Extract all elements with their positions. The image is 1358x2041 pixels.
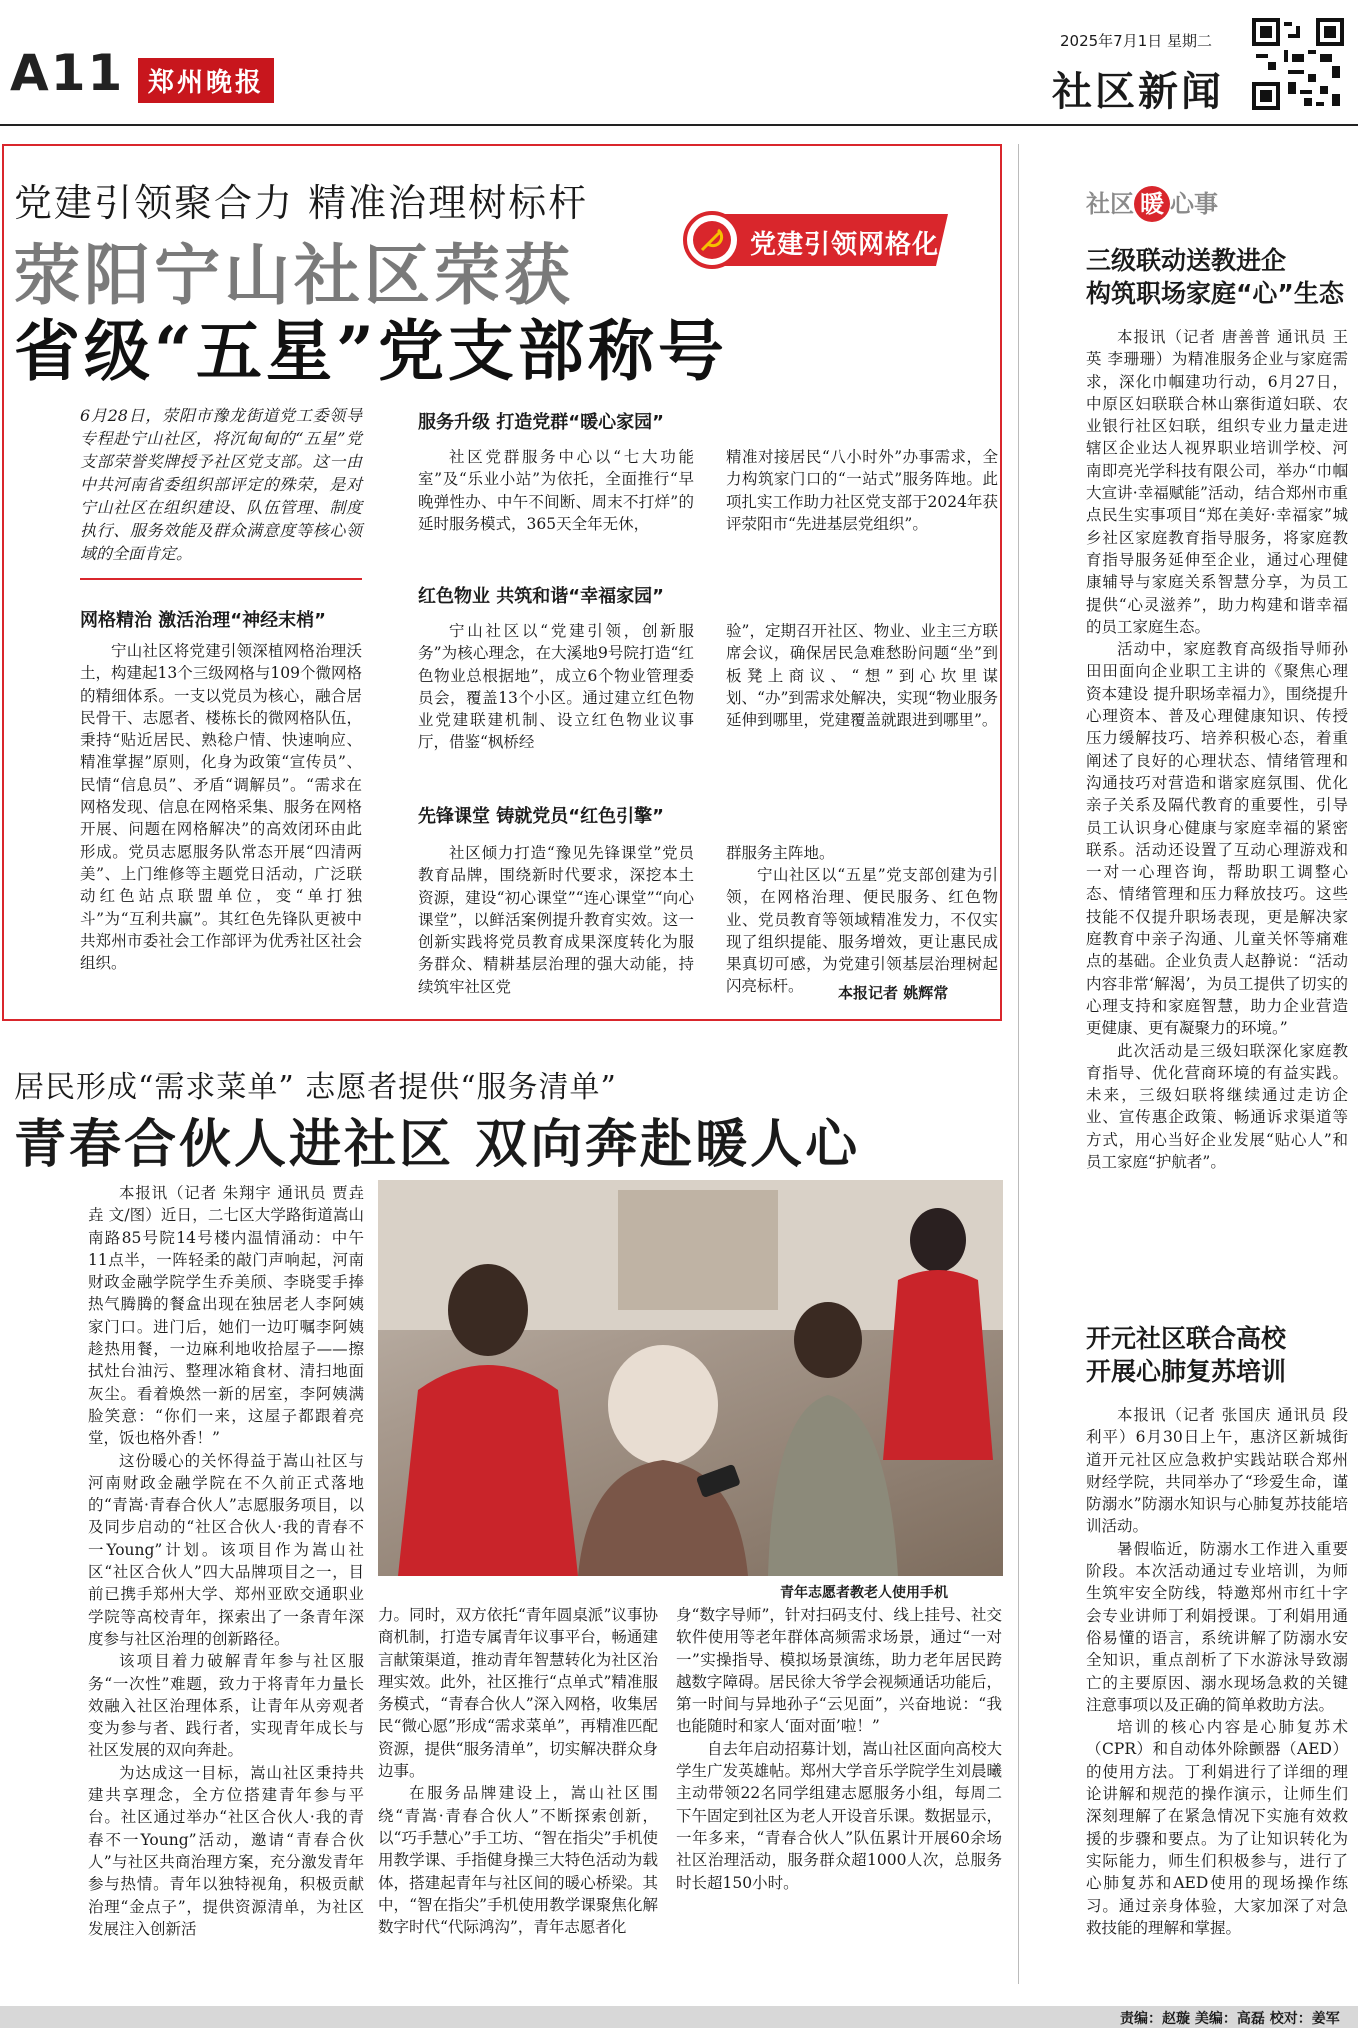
article1-grid-body: 宁山社区将党建引领深植网格治理沃土，构建起13个三级网格与109个微网格的精细体系。一支以党员为核心，融合居民骨干、志愿者、楼栋长的微网格队伍，秉持“贴近居民、熟稔户情、快速响应、精准掌握”原则，化身为政策“宣传员”、民情“信息员”、矛盾“调解员”。“需求在网格发现、信息在网格采集、服务在网格开展、问题在网格解决”的高效闭环由此形成。党员志愿服务队常态开展“四清两美”、上门维修等主题党日活动，广泛联动红色站点联盟单位，变“单打独斗”为“互利共赢”。其红色先锋队更被中共郑州市委社会工作部评为优秀社区社会组织。 [80,642,362,973]
article1-kicker: 党建引领聚合力 精准治理树标杆 [14,181,589,225]
article2-headline: 青春合伙人进社区 双向奔赴暖人心 [14,1114,861,1175]
article1-service-body-a: 社区党群服务中心以“七大功能室”及“乐业小站”为依托，全面推行“早晚弹性办、中午不间断、周末不打烊”的延时服务模式，365天全年无休， [418,448,694,533]
story1-para: 此次活动是三级妇联深化家庭教育指导、优化营商环境的有益实践。未来，三级妇联将继续通过走访企业、宣传惠企政策、畅通诉求渠道等方式，用心当好企业发展“贴心人”和员工家庭“护航者”。 [1086,1041,1348,1171]
article1-subhead-classroom: 先锋课堂 铸就党员“红色引擎” [418,806,664,827]
article2-col3-para: 身“数字导师”，针对扫码支付、线上挂号、社交软件使用等老年群体高频需求场景，通过“一对一”实操指导、模拟场景演练，助力老年居民跨越数字障碍。居民徐大爷学会视频通话功能后，第一时间与异地孙子“云见面”，兴奋地说：“我也能随时和家人‘面对面’啦！” [676,1606,1002,1736]
article2-col2-para: 在服务品牌建设上，嵩山社区围绕“青嵩·青春合伙人”不断探索创新，以“巧手慧心”手工坊、“智在指尖”手机使用教学课、手指健身操三大特色活动为载体，搭建起青年与社区间的暖心桥梁。其中，“智在指尖”手机使用教学课聚焦化解数字时代“代际鸿沟”，青年志愿者化 [378,1784,658,1937]
article2-col3-para: 自去年启动招募计划，嵩山社区面向高校大学生广发英雄帖。郑州大学音乐学院学生刘晨曦主动带领22名同学组建志愿服务小组，每周二下午固定到社区为老人开设音乐课。数据显示，一年多来，“青春合伙人”队伍累计开展60余场社区治理活动，服务群众超1000人次，总服务时长超150小时。 [676,1739,1002,1892]
article2-col2 [378,1604,658,1984]
article1-service-body-b: 精准对接居民“八小时外”办事需求，全力构筑家门口的“一站式”服务阵地。此项扎实工作助力社区党支部于2024年获评荥阳市“先进基层党组织”。 [726,448,998,533]
column-header-post: 心事 [1170,190,1218,218]
lead-divider [80,578,362,580]
story2-para: 本报讯（记者 张国庆 通讯员 段利平）6月30日上午，惠济区新城街道开元社区应急救护实践站联合郑州财经学院，共同举办了“珍爱生命，谨防溺水”防溺水知识与心肺复苏技能培训活动。 [1086,1406,1348,1536]
article2-col1-para: 这份暖心的关怀得益于嵩山社区与河南财政金融学院在不久前正式落地的“青嵩·青春合伙人”志愿服务项目，以及同步启动的“社区合伙人·我的青春不一Young”计划。该项目作为嵩山社区“社区合伙人”四大品牌项目之一，目前已携手郑州大学、郑州亚欧交通职业学院等高校青年，探索出了一条青年深度参与社区治理的创新路径。 [88,1451,364,1648]
volunteer-photo [378,1180,1003,1576]
article2-col1 [88,1182,364,1982]
story2-title [1086,1322,1286,1388]
article1-subhead-property: 红色物业 共筑和谐“幸福家园” [418,586,664,607]
article1-subhead-grid: 网格精治 激活治理“神经末梢” [80,610,326,631]
paper-logo: 郑州晚报 [138,58,274,103]
article1-property-body-b: 验”，定期召开社区、物业、业主三方联席会议，确保居民急难愁盼问题“坐”到板凳上商议、“想”到心坎里谋划、“办”到需求处解决，实现“物业服务延伸到哪里，党建覆盖就跟进到哪里”。 [726,622,998,730]
article1-lead: 6月28日，荥阳市豫龙街道党工委领导专程赴宁山社区，将沉甸甸的“五星”党支部荣誉奖牌授予社区党支部。这一由中共河南省委组织部评定的殊荣，是对宁山社区在组织建设、队伍管理、制度执行、服务效能及群众满意度等核心领域的全面肯定。 [80,406,362,563]
article2-col1-para: 为达成这一目标，嵩山社区秉持共建共享理念，全方位搭建青年参与平台。社区通过举办“社区合伙人·我的青春不一Young”活动，邀请“青春合伙人”与社区共商治理方案，充分激发青年参与热情。青年以独特视角，积极贡献治理“金点子”，提供资源清单，为社区发展注入创新活 [88,1763,364,1938]
story1-title [1086,244,1344,310]
story2-para: 培训的核心内容是心肺复苏术（CPR）和自动体外除颤器（AED）的使用方法。丁利娟进行了详细的理论讲解和规范的操作演示，让师生们深刻理解了在紧急情况下实施有效救援的步骤和要点。为了让知识转化为实际能力，师生们积极参与，进行了心肺复苏和AED使用的现场操作练习。通过亲身体验，大家加深了对急救技能的理解和掌握。 [1086,1718,1348,1937]
article1-classroom-body-a: 社区倾力打造“豫见先锋课堂”党员教育品牌，围绕新时代要求，深挖本土资源，建设“初心课堂”“连心课堂”“向心课堂”，以鲜活案例提升教育实效。这一创新实践将党员教育成果深度转化为服务群众、精耕基层治理的强大动能，持续筑牢社区党 [418,844,694,996]
column-header-pre: 社区 [1086,190,1134,218]
article1-property-body-a: 宁山社区以“党建引领，创新服务”为核心理念，在大溪地9号院打造“红色物业总根据地”，成立6个物业管理委员会，覆盖13个小区。通过建立红色物业党建联建机制、设立红色物业议事厅，借鉴“枫桥经 [418,622,694,752]
article1-subhead-service: 服务升级 打造党群“暖心家园” [418,412,664,433]
article2-col2-para: 力。同时，双方依托“青年圆桌派”议事协商机制，打造专属青年议事平台，畅通建言献策渠道，推动青年智慧转化为社区治理实效。此外，社区推行“点单式”精准服务模式，“青春合伙人”深入网格，收集居民“微心愿”形成“需求菜单”，再精准匹配资源，提供“服务清单”，切实解决群众身边事。 [378,1606,658,1781]
story1-para: 活动中，家庭教育高级指导师孙田田面向企业职工主讲的《聚焦心理资本建设 提升职场幸福力》，围绕提升心理资本、普及心理健康知识、传授压力缓解技巧、培养积极心态，着重阐述了良好的心理状态、情绪管理和沟通技巧对营造和谐家庭氛围、优化亲子关系及隔代教育的重要性，引导员工认识身心健康与家庭幸福的紧密联系。活动还设置了互动心理游戏和一对一心理咨询，帮助职工调整心态、情绪管理和压力释放技巧。这些技能不仅提升职场表现，更是解决家庭教育中亲子沟通、儿童关怀等痛难点的基础。企业负责人赵静说：“活动内容非常‘解渴’，为员工提供了切实的心理支持和家庭智慧，助力企业营造更健康、更有凝聚力的环境。” [1086,640,1348,1038]
badge-label: 党建引领网格化 [750,230,940,260]
story1-body [1086,326,1348,1260]
party-badge [680,210,950,270]
article1-headline-line2: 省级“五星”党支部称号 [14,312,728,390]
column-divider [1018,144,1019,1984]
story1-title-line1: 三级联动送教进企 [1086,246,1287,275]
article1-byline: 本报记者 姚辉常 [838,984,949,1002]
story2-body [1086,1404,1348,1988]
masthead-rule [0,124,1358,126]
qr-code-icon[interactable] [1252,18,1344,110]
issue-date: 2025年7月1日 星期二 [1060,32,1213,50]
story1-title-line2: 构筑职场家庭“心”生态 [1086,279,1344,308]
editor-credits: 责编：赵璇 美编：高磊 校对：姜军 [1120,2011,1340,2027]
article1-classroom-body-b: 群服务主阵地。 [726,844,835,862]
article2-col3 [676,1604,1002,1984]
article2-col1-para: 本报讯（记者 朱翔宇 通讯员 贾垚垚 文/图）近日，二七区大学路街道嵩山南路85号院14号楼内温情涌动：中午11点半，一阵轻柔的敲门声响起，河南财政金融学院学生乔美颀、李晓雯手捧热气腾腾的餐盒出现在独居老人李阿姨家门口。进门后，她们一边叮嘱李阿姨趁热用餐，一边麻利地收拾屋子——擦拭灶台油污、整理冰箱食材、清扫地面灰尘。看着焕然一新的居室，李阿姨满脸笑意：“你们一来，这屋子都跟着亮堂，饭也格外香！” [88,1184,364,1448]
article1-headline-line1: 荥阳宁山社区荣获 [14,236,574,314]
column-header-highlight: 暖 [1134,186,1170,222]
article2-kicker: 居民形成“需求菜单” 志愿者提供“服务清单” [14,1070,617,1105]
column-header [1086,184,1218,222]
story2-para: 暑假临近，防溺水工作进入重要阶段。本次活动通过专业培训，为师生筑牢安全防线，特邀郑州市红十字会专业讲师丁利娟授课。丁利娟用通俗易懂的语言，系统讲解了防溺水安全知识，重点剖析了下水游泳导致溺亡的主要原因、溺水现场急救的关键注意事项以及正确的简单救助方法。 [1086,1539,1348,1714]
section-title: 社区新闻 [1052,69,1224,115]
article1-classroom-body-c: 宁山社区以“五星”党支部创建为引领，在网格治理、便民服务、红色物业、党员教育等领域精准发力，不仅实现了组织提能、服务增效，更让惠民成果真切可感，为党建引领基层治理树起闪亮标杆。 [726,866,998,996]
story1-para: 本报讯（记者 唐善普 通讯员 王英 李珊珊）为精准服务企业与家庭需求，深化巾帼建功行动，6月27日，中原区妇联联合林山寨街道妇联、农业银行社区妇联，组织专业力量走进辖区企业达人视界职业培训学校、河南即亮光学科技有限公司，举办“巾帼大宣讲·幸福赋能”活动，结合郑州市重点民生实事项目“郑在美好·幸福家”城乡社区家庭教育指导服务，将家庭教育指导服务延伸至企业，通过心理健康辅导与家庭关系智慧分享，为员工提供“心灵滋养”，助力构建和谐幸福的员工家庭生态。 [1086,328,1348,636]
story2-title-line1: 开元社区联合高校 [1086,1324,1287,1353]
article2-col1-para: 该项目着力破解青年参与社区服务“一次性”难题，致力于将青年力量长效融入社区治理体系，让青年从旁观者变为参与者、践行者，实现青年成长与社区发展的双向奔赴。 [88,1652,364,1760]
page-number: A11 [10,44,125,102]
photo-illustration [378,1180,1003,1576]
story2-title-line2: 开展心肺复苏培训 [1086,1357,1287,1386]
photo-caption: 青年志愿者教老人使用手机 [780,1585,948,1601]
